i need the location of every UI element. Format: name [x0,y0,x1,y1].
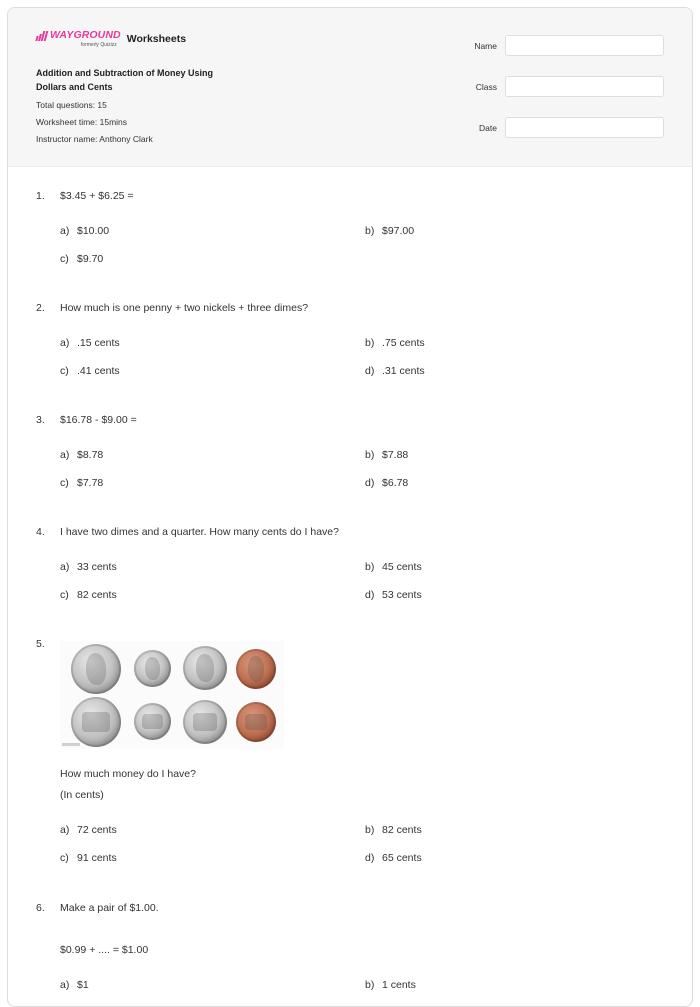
logo-brand: WAYGROUND [50,29,121,41]
option-letter: a) [60,225,70,237]
option-a[interactable] [60,561,117,573]
option-letter: a) [60,449,70,461]
option-b[interactable] [365,337,425,349]
option-text: .31 cents [382,365,425,377]
option-text: $7.78 [77,477,104,489]
wayground-logo [36,30,121,48]
worksheet-title-line1: Addition and Subtraction of Money Using [36,68,213,78]
penny-tails-icon [236,702,276,742]
option-c[interactable] [60,365,120,377]
option-letter: b) [365,561,375,573]
option-letter: c) [60,477,69,489]
question-text: How much is one penny + two nickels + three dimes? [60,302,309,314]
question-text: $3.45 + $6.25 = [60,190,134,202]
coins-image [60,641,284,749]
option-c[interactable] [60,253,103,265]
nickel-tails-icon [183,700,227,744]
option-text: $7.88 [382,449,409,461]
brand [36,30,186,48]
class-label: Class [475,81,497,92]
option-letter: a) [60,979,70,991]
question-subtext: $0.99 + .... = $1.00 [60,944,149,956]
option-b[interactable] [365,979,416,991]
dime-tails-icon [134,703,171,740]
app-title: Worksheets [126,33,187,45]
option-letter: b) [365,337,375,349]
option-b[interactable] [365,824,422,836]
option-letter: d) [365,852,375,864]
option-c[interactable] [60,477,103,489]
option-text: .15 cents [77,337,120,349]
question-number: 3. [36,414,45,426]
option-d[interactable] [365,365,425,377]
question-subtext: (In cents) [60,789,104,801]
option-text: 1 cents [382,979,416,991]
name-input[interactable] [505,35,664,56]
option-a[interactable] [60,979,89,991]
option-letter: b) [365,225,375,237]
student-fields [474,35,664,158]
option-letter: c) [60,589,69,601]
worksheet-title-line2: Dollars and Cents [36,82,113,92]
question-number: 5. [36,638,45,650]
option-text: $9.70 [77,253,104,265]
option-text: 33 cents [77,561,117,573]
option-b[interactable] [365,561,422,573]
option-text: $10.00 [77,225,110,237]
logo-mark-icon [36,31,48,41]
option-a[interactable] [60,337,120,349]
option-letter: c) [60,253,69,265]
option-a[interactable] [60,824,117,836]
class-field-row [474,76,664,97]
worksheet [7,7,693,1007]
option-letter: a) [60,561,70,573]
option-letter: b) [365,449,375,461]
option-text: .75 cents [382,337,425,349]
worksheet-header [8,8,692,167]
date-field-row [474,117,664,138]
option-letter: c) [60,852,69,864]
nickel-heads-icon [183,646,227,690]
option-text: 72 cents [77,824,117,836]
question-text: I have two dimes and a quarter. How many cents do I have? [60,526,339,538]
option-b[interactable] [365,225,414,237]
option-c[interactable] [60,589,117,601]
option-d[interactable] [365,852,422,864]
worksheet-meta [36,66,256,146]
option-text: .41 cents [77,365,120,377]
option-text: 65 cents [382,852,422,864]
instructor-name: Instructor name: Anthony Clark [36,134,153,144]
option-text: $1 [77,979,89,991]
question-text: How much money do I have? [60,768,196,780]
option-text: $97.00 [382,225,415,237]
option-text: 91 cents [77,852,117,864]
worksheet-time: Worksheet time: 15mins [36,117,128,127]
option-d[interactable] [365,589,422,601]
total-questions: Total questions: 15 [36,100,107,110]
logo-subtitle: formerly Quizizz [80,42,117,48]
option-text: $6.78 [382,477,409,489]
option-letter: b) [365,979,375,991]
option-c[interactable] [60,852,117,864]
question-text: $16.78 - $9.00 = [60,414,137,426]
option-letter: b) [365,824,375,836]
option-letter: d) [365,477,375,489]
option-d[interactable] [365,477,408,489]
question-text: Make a pair of $1.00. [60,902,159,914]
date-label: Date [479,122,497,133]
name-label: Name [474,40,497,51]
penny-heads-icon [236,649,276,689]
option-text: 82 cents [382,824,422,836]
option-letter: d) [365,365,375,377]
option-letter: a) [60,337,70,349]
option-a[interactable] [60,449,103,461]
option-letter: d) [365,589,375,601]
option-text: $8.78 [77,449,104,461]
dime-heads-icon [134,650,171,687]
quarter-heads-icon [71,644,121,694]
option-text: 82 cents [77,589,117,601]
name-field-row [474,35,664,56]
option-letter: c) [60,365,69,377]
question-number: 1. [36,190,45,202]
quarter-tails-icon [71,697,121,747]
option-b[interactable] [365,449,408,461]
question-number: 6. [36,902,45,914]
date-input[interactable] [505,117,664,138]
option-a[interactable] [60,225,109,237]
question-number: 2. [36,302,45,314]
option-text: 45 cents [382,561,422,573]
question-number: 4. [36,526,45,538]
option-text: 53 cents [382,589,422,601]
class-input[interactable] [505,76,664,97]
image-watermark [62,743,80,746]
option-letter: a) [60,824,70,836]
